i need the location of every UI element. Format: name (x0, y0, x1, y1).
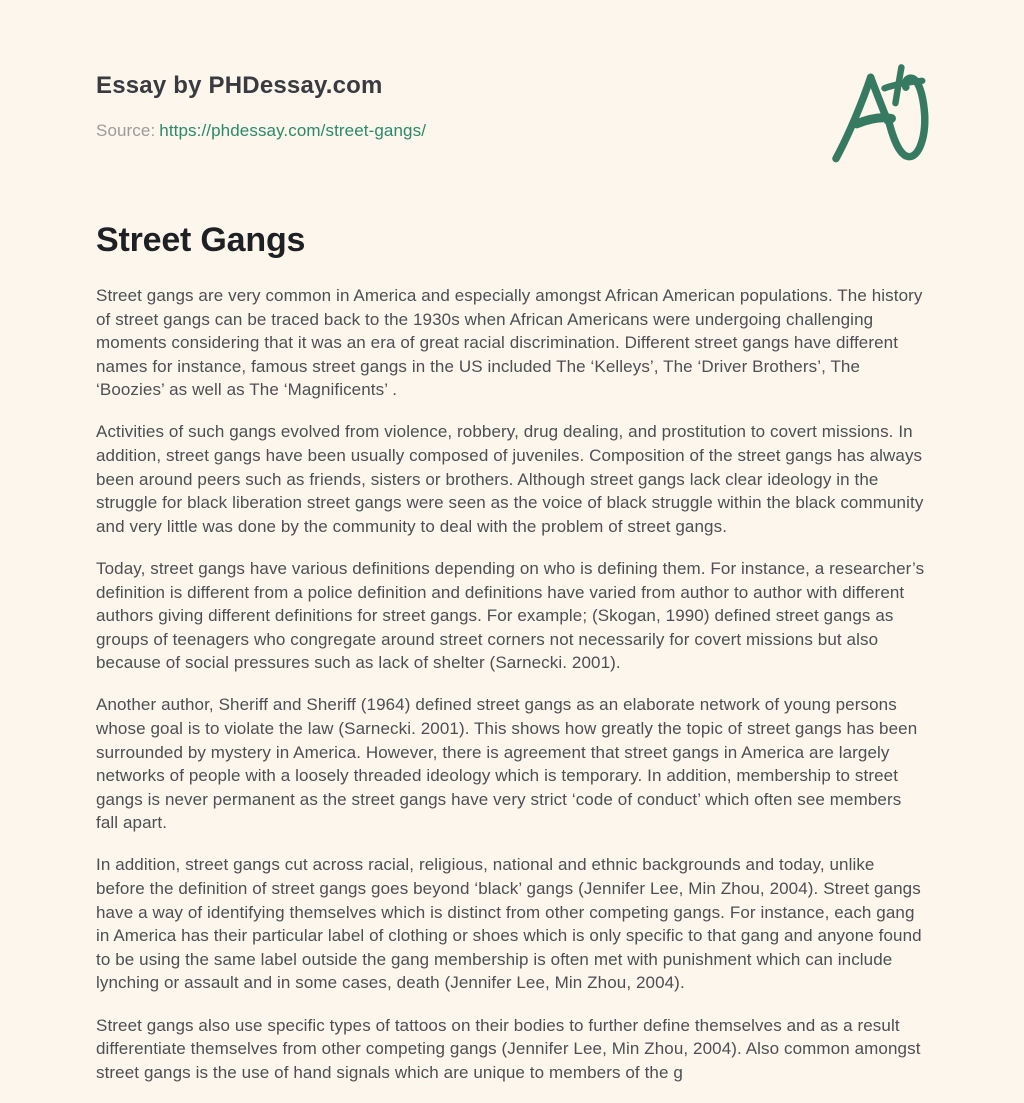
source-line (96, 121, 426, 141)
essay-paragraph: Today, street gangs have various definitions depending on who is defining them. For instance, a researcher’s definition is different from a police definition and definitions have varied from author to author with different authors giving different definitions for street gangs. For example; (Skogan, 1990) defined street gangs as groups of teenagers who congregate around street corners not necessarily for covert missions but also because of social pressures such as lack of shelter (Sarnecki. 2001). (96, 558, 925, 673)
phdessay-a-plus-logo-icon (831, 61, 945, 166)
essay-paragraph: Another author, Sheriff and Sheriff (1964) defined street gangs as an elaborate network of young persons whose goal is to violate the law (Sarnecki. 2001). This shows how greatly the topic of street gangs has been surrounded by mystery in America. However, there is agreement that street gangs in America are largely networks of people with a loosely threaded ideology which is temporary. In addition, membership to street gangs is never permanent as the street gangs have very strict ‘code of conduct’ which often see members fall apart. (96, 695, 918, 833)
essay-paragraph: Street gangs also use specific types of tattoos on their bodies to further define themselves and as a result differentiate themselves from other competing gangs (Jennifer Lee, Min Zhou, 2004). Also common amongst street gangs is the use of hand signals which are unique to members of the g (96, 1015, 921, 1082)
source-link[interactable]: https://phdessay.com/street-gangs/ (159, 121, 427, 140)
page-title: Street Gangs (96, 221, 306, 259)
essay-paragraph: Street gangs are very common in America and especially amongst African American populations. The history of street gangs can be traced back to the 1930s when African Americans were undergoing challenging moments considering that it was an era of great racial discrimination. Different street gangs have different names for instance, famous street gangs in the US included The ‘Kelleys’, The ‘Driver Brothers’, The ‘Boozies’ as well as The ‘Magnificents’ . (96, 286, 923, 400)
source-label: Source: (96, 121, 156, 140)
essay-body (96, 284, 928, 1103)
essay-paragraph: In addition, street gangs cut across racial, religious, national and ethnic backgrounds and today, unlike before the definition of street gangs goes beyond ‘black’ gangs (Jennifer Lee, Min Zhou, 2004). Street gangs have a way of identifying themselves which is distinct from other competing gangs. For instance, each gang in America has their particular label of clothing or shoes which is only specific to that gang and anyone found to be using the same label outside the gang membership is often met with punishment which can include lynching or assault and in some cases, death (Jennifer Lee, Min Zhou, 2004). (96, 855, 922, 993)
brand-title: Essay by PHDessay.com (96, 72, 383, 99)
essay-paragraph: Activities of such gangs evolved from violence, robbery, drug dealing, and prostitution to covert missions. In addition, street gangs have been usually composed of juveniles. Composition of the street gangs has always been around peers such as friends, sisters or brothers. Although street gangs lack clear ideology in the struggle for black liberation street gangs were seen as the voice of black struggle within the black community and very little was done by the community to deal with the problem of street gangs. (96, 422, 924, 536)
